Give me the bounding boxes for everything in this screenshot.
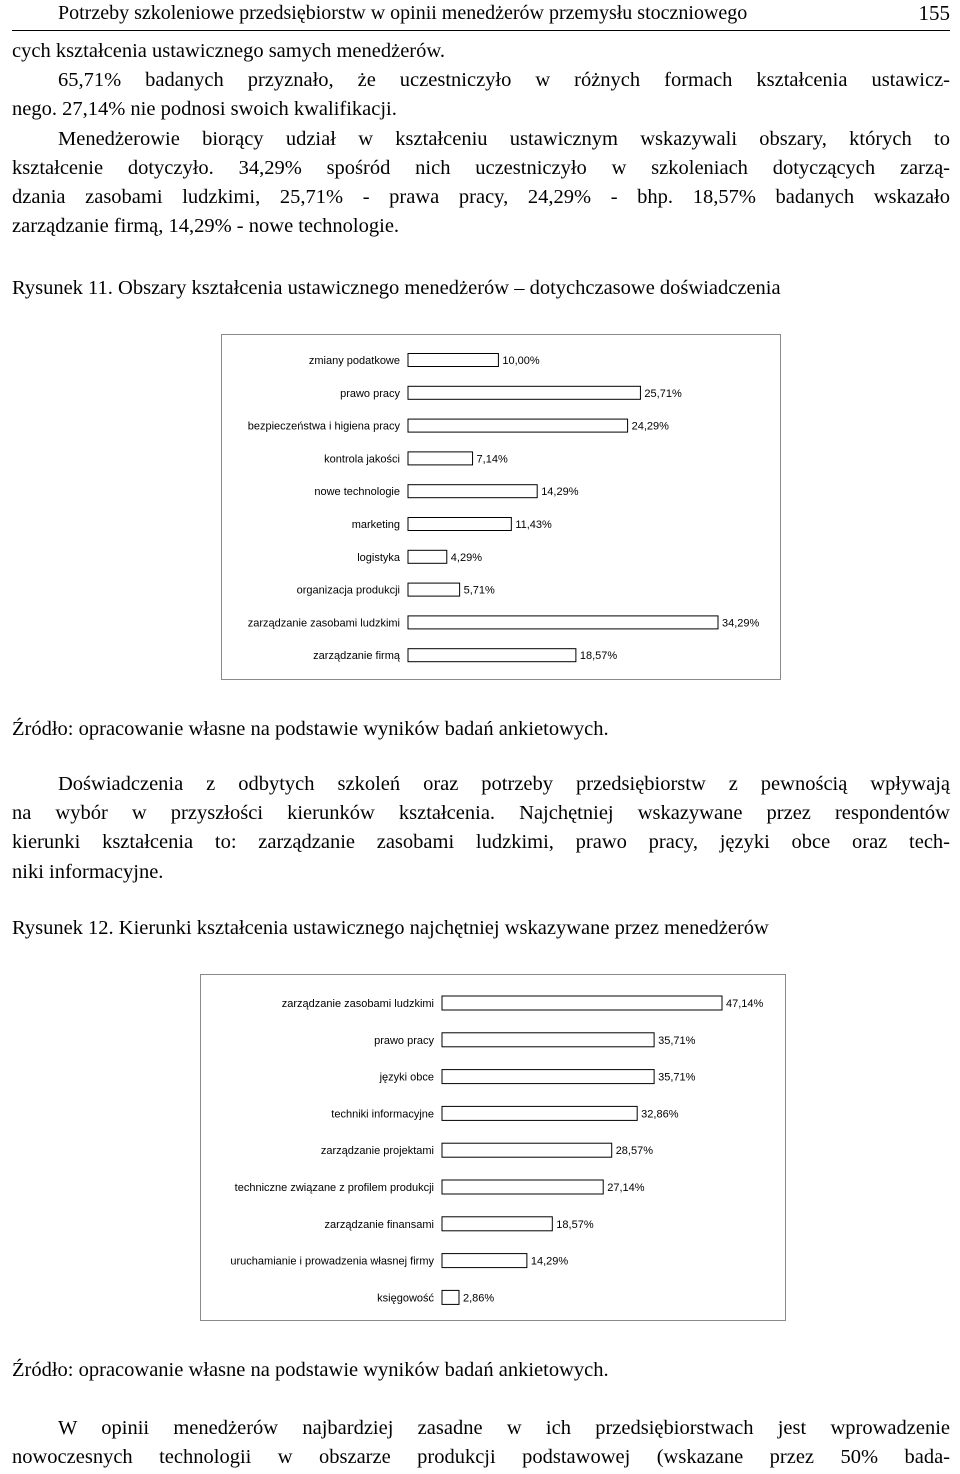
paragraph-line: na wybór w przyszłości kierunków kształcenia. Najchętniej wskazywane przez respondentów [12, 802, 950, 825]
paragraph-line: niki informacyjne. [12, 860, 164, 883]
bar [408, 386, 640, 399]
figure-12-source: Źródło: opracowanie własne na podstawie wyników badań ankietowych. [12, 1359, 609, 1381]
bar [442, 1290, 459, 1304]
value-label: 4,29% [450, 551, 482, 564]
value-label: 10,00% [502, 355, 540, 367]
value-label: 18,57% [556, 1218, 594, 1231]
paragraph-line: Menedżerowie biorący udział w kształceniu ustawicznym wskazywali obszary, których to [58, 127, 950, 150]
value-label: 28,57% [615, 1145, 654, 1158]
paragraph-line: zarządzanie firmą, 14,29% - nowe technologie. [12, 215, 400, 238]
category-label: marketing [351, 519, 400, 531]
bar [442, 1033, 654, 1047]
value-label: 27,14% [607, 1182, 645, 1194]
bar [408, 354, 498, 367]
value-label: 35,71% [658, 1034, 696, 1047]
paragraph-line: W opinii menedżerów najbardziej zasadne w ich przedsiębiorstwach jest wprowadzenie [58, 1417, 950, 1439]
value-label: 18,57% [579, 650, 618, 663]
figure-12-svg [201, 975, 785, 1320]
paragraph-line: Doświadczenia z odbytych szkoleń oraz potrzeby przedsiębiorstw z pewnością wpływają [58, 773, 950, 795]
paragraph-line: dzania zasobami ludzkimi, 25,71% - prawa pracy, 24,29% - bhp. 18,57% badanych wskazało [12, 186, 950, 209]
bar [442, 1070, 654, 1084]
value-label: 47,14% [726, 998, 764, 1010]
value-label: 7,14% [476, 453, 508, 466]
bar [442, 1106, 637, 1120]
figure-12-chart [200, 974, 786, 1321]
value-label: 14,29% [541, 486, 579, 499]
bar [408, 452, 473, 465]
bar [408, 616, 718, 629]
value-label: 25,71% [644, 387, 682, 400]
category-label: nowe technologie [314, 486, 400, 499]
category-label: uruchamianie i prowadzenia własnej firmy [230, 1255, 434, 1268]
figure-11-caption: Rysunek 11. Obszary kształcenia ustawicznego menedżerów – dotychczasowe doświadczenia [12, 277, 781, 299]
paragraph-3 [12, 1414, 950, 1472]
value-label: 11,43% [515, 519, 552, 531]
bar [408, 550, 447, 563]
value-label: 35,71% [658, 1071, 696, 1084]
figure-11-chart [221, 334, 781, 680]
category-label: kontrola jakości [324, 453, 400, 466]
paragraph-line: 65,71% badanych przyznało, że uczestniczyło w różnych formach kształcenia ustawicz- [58, 69, 950, 92]
page-number: 155 [918, 1, 950, 25]
bar [408, 649, 576, 662]
bar [442, 1180, 603, 1194]
category-label: organizacja produkcji [296, 584, 400, 597]
category-label: bezpieczeństwa i higiena pracy [247, 420, 400, 433]
category-label: księgowość [377, 1292, 434, 1305]
bar [408, 518, 511, 531]
category-label: zarządzanie finansami [324, 1218, 434, 1231]
paragraph-line: cych kształcenia ustawicznego samych menedżerów. [12, 40, 445, 62]
bar [442, 996, 722, 1010]
value-label: 14,29% [530, 1255, 569, 1268]
category-label: prawo pracy [340, 387, 400, 400]
paragraph-line: kierunki kształcenia to: zarządzanie zasobami ludzkimi, prawo pracy, języki obce oraz tech- [12, 831, 950, 854]
figure-12-caption: Rysunek 12. Kierunki kształcenia ustawicznego najchętniej wskazywane przez menedżerów [12, 917, 769, 939]
value-label: 2,86% [462, 1292, 495, 1305]
category-label: logistyka [357, 551, 400, 564]
category-label: zarządzanie projektami [320, 1145, 434, 1158]
running-header [12, 0, 950, 31]
category-label: zarządzanie zasobami ludzkimi [247, 617, 400, 630]
figure-11-source: Źródło: opracowanie własne na podstawie wyników badań ankietowych. [12, 718, 609, 740]
value-label: 24,29% [631, 420, 669, 433]
bar [442, 1254, 527, 1268]
bar [408, 583, 460, 596]
paragraph-2 [12, 770, 950, 887]
category-label: zarządzanie zasobami ludzkimi [281, 998, 434, 1010]
bar [408, 485, 537, 498]
bar [442, 1217, 552, 1231]
value-label: 32,86% [641, 1108, 679, 1121]
value-label: 5,71% [463, 584, 495, 597]
bar [408, 419, 628, 432]
category-label: prawo pracy [374, 1034, 434, 1047]
paragraph-1 [12, 37, 950, 241]
running-title: Potrzeby szkoleniowe przedsiębiorstw w opinii menedżerów przemysłu stoczniowego [58, 2, 748, 24]
paragraph-line: kształcenie dotyczyło. 34,29% spośród nich uczestniczyło w szkoleniach dotyczących zarzą- [12, 156, 950, 179]
value-label: 34,29% [722, 617, 760, 630]
figure-11-svg [222, 335, 780, 679]
paragraph-line: nego. 27,14% nie podnosi swoich kwalifikacji. [12, 98, 397, 121]
category-label: techniki informacyjne [331, 1108, 434, 1121]
category-label: języki obce [379, 1071, 434, 1084]
category-label: techniczne związane z profilem produkcji [234, 1182, 434, 1194]
category-label: zmiany podatkowe [308, 355, 400, 367]
bar [442, 1143, 612, 1157]
category-label: zarządzanie firmą [313, 650, 400, 663]
paragraph-line: nowoczesnych technologii w obszarze produkcji podstawowej (wskazane przez 50% bada- [12, 1446, 950, 1469]
